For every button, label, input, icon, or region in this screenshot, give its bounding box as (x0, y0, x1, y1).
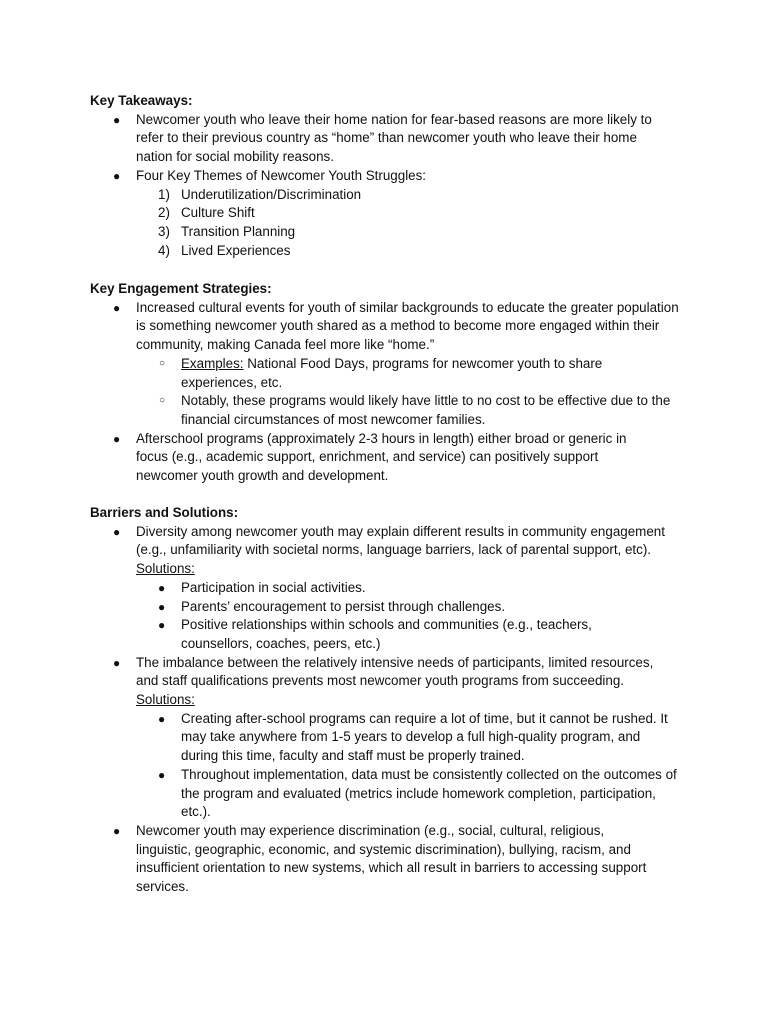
list-item (90, 299, 690, 355)
bullet-icon: ● (158, 711, 166, 726)
bullet-icon: ● (158, 599, 166, 614)
section-engagement-strategies (90, 280, 690, 486)
section-barriers-solutions (90, 504, 690, 897)
item-number: 2) (158, 205, 170, 221)
hollow-bullet-icon: ○ (159, 395, 166, 407)
sub-list-item (90, 579, 690, 598)
list-item-text: Afterschool programs (approximately 2-3 hours in length) either broad or generic in focus (e.g., academic support, enrichment, and service) can positively support newcomer youth growth and development. (136, 430, 627, 484)
heading-key-takeaways: Key Takeaways: (90, 93, 193, 108)
list-item (90, 430, 690, 486)
item-number: 3) (158, 223, 170, 239)
bullet-icon: ● (113, 300, 121, 315)
sub-list-item-text (181, 355, 621, 392)
list-item (90, 822, 690, 897)
sub-list-item (90, 616, 690, 653)
bullet-icon: ● (158, 580, 166, 595)
numbered-item-text: Lived Experiences (181, 242, 291, 258)
list-item (90, 111, 690, 167)
bullet-icon: ● (113, 823, 121, 838)
section-key-takeaways (90, 92, 690, 260)
sub-list-item (90, 710, 690, 766)
bullet-icon: ● (113, 112, 121, 127)
list-item-text: Four Key Themes of Newcomer Youth Struggles: (136, 167, 427, 183)
list-item-text: Increased cultural events for youth of similar backgrounds to educate the greater population is something newcomer youth shared as a method to become more engaged within their community, making Canada feel more like “home.” (136, 299, 679, 353)
sub-list-item-text: Creating after-school programs can require a lot of time, but it cannot be rushed. It may take anywhere from 1-5 years to develop a full high-quality program, and during this time, faculty and staff must be properly trained. (181, 710, 668, 764)
sub-list-item (90, 392, 690, 429)
heading-barriers-solutions: Barriers and Solutions: (90, 505, 239, 520)
list-item (90, 654, 690, 691)
sub-list-item-text: Parents’ encouragement to persist through challenges. (181, 598, 506, 614)
solutions-label: Solutions: (136, 561, 195, 577)
numbered-item (90, 242, 690, 261)
list-item-text: Diversity among newcomer youth may explain different results in community engagement (e.g., unfamiliarity with societal norms, language barriers, lack of parental support, etc). (136, 523, 665, 558)
numbered-item-text: Culture Shift (181, 205, 255, 221)
examples-text: National Food Days, programs for newcomer youth to share experiences, etc. (181, 355, 603, 390)
solutions-label: Solutions: (136, 692, 195, 708)
sub-list-item-text: Notably, these programs would likely have little to no cost to be effective due to the financial circumstances of most newcomer families. (181, 393, 671, 427)
bullet-icon: ● (158, 767, 166, 782)
list-item-text: Newcomer youth who leave their home nation for fear-based reasons are more likely to refer to their previous country as “home” than newcomer youth who leave their home nation for social mobility reasons. (136, 111, 652, 165)
numbered-item-text: Transition Planning (181, 223, 296, 239)
bullet-icon: ● (113, 524, 121, 539)
numbered-item (90, 223, 690, 242)
sub-list-item-text: Throughout implementation, data must be consistently collected on the outcomes of the program and evaluated (metrics include homework completion, participation, etc.). (181, 766, 677, 820)
bullet-icon: ● (113, 168, 121, 183)
numbered-item-text: Underutilization/Discrimination (181, 186, 362, 202)
heading-engagement-strategies: Key Engagement Strategies: (90, 281, 272, 296)
list-item (90, 523, 690, 560)
sub-list-item-text: Positive relationships within schools and communities (e.g., teachers, counsellors, coaches, peers, etc.) (181, 617, 592, 651)
examples-label: Examples: (181, 355, 244, 371)
list-item-text: The imbalance between the relatively intensive needs of participants, limited resources, and staff qualifications prevents most newcomer youth programs from succeeding. (136, 654, 654, 689)
numbered-item (90, 204, 690, 223)
numbered-item (90, 186, 690, 205)
list-item (90, 167, 690, 186)
sub-list-item (90, 598, 690, 617)
bullet-icon: ● (113, 655, 121, 670)
sub-list-item-text: Participation in social activities. (181, 579, 366, 595)
hollow-bullet-icon: ○ (159, 357, 166, 369)
sub-list-item (90, 766, 690, 822)
sub-list-item (90, 355, 690, 392)
item-number: 1) (158, 186, 170, 202)
bullet-icon: ● (113, 431, 121, 446)
list-item-text: Newcomer youth may experience discrimination (e.g., social, cultural, religious, linguistic, geographic, economic, and systemic discrimination), bullying, racism, and insufficient orientation to new systems, which all result in barriers to accessing support services. (136, 822, 647, 895)
bullet-icon: ● (158, 618, 166, 633)
item-number: 4) (158, 242, 170, 258)
